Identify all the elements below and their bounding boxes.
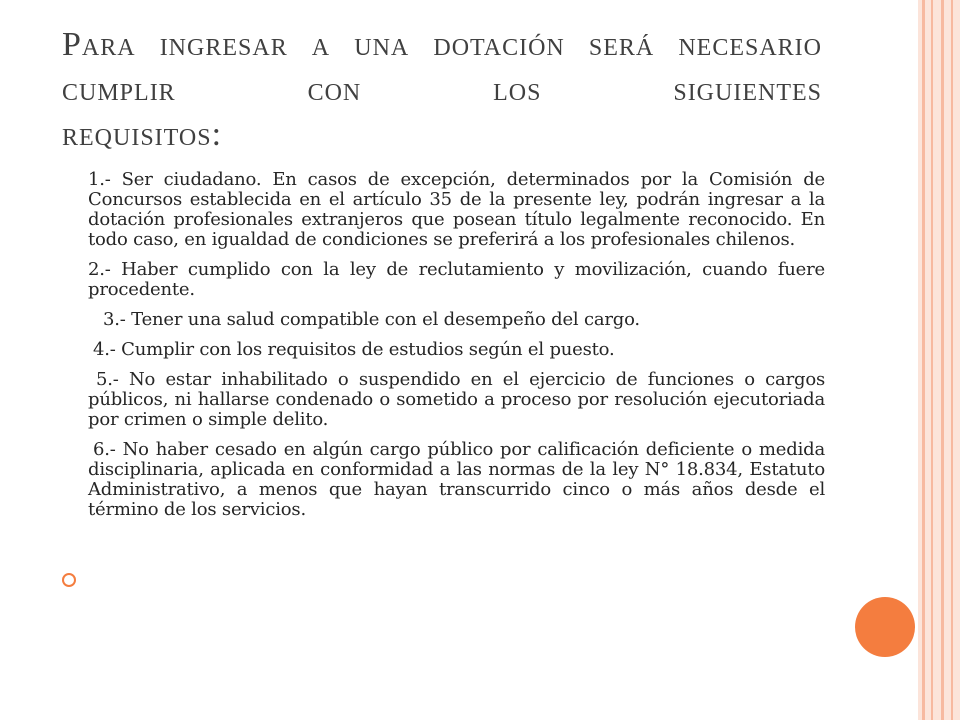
requirement-item: 3.- Tener una salud compatible con el desempeño del cargo. [103, 309, 640, 330]
requirement-item: 4.- Cumplir con los requisitos de estudios según el puesto. [93, 339, 615, 360]
decorative-stripe [922, 0, 925, 720]
decorative-circle-icon [855, 597, 915, 657]
requirement-item: 2.- Haber cumplido con la ley de reclutamiento y movilización, cuando fuere procedente. [88, 259, 825, 300]
slide-title [62, 22, 822, 157]
title-line-3: requisitos: [62, 116, 223, 153]
requirement-item: 5.- No estar inhabilitado o suspendido en el ejercicio de funciones o cargos públicos, ni hallarse condenado o sometido a proceso por resolución ejecutoriada por crimen o simple delito. [88, 369, 825, 430]
decorative-stripe [951, 0, 953, 720]
title-line-2: necesario cumplir con los siguientes [62, 26, 822, 108]
decorative-stripe [931, 0, 933, 720]
requirement-item: 6.- No haber cesado en algún cargo público por calificación deficiente o medida disciplinaria, aplicada en conformidad a las normas de la ley N° 18.834, Estatuto Administrativo, a menos que hayan transcurrido cinco o más años desde el término de los servicios. [88, 439, 825, 520]
empty-bullet-icon [62, 573, 76, 587]
requirement-item: 1.- Ser ciudadano. En casos de excepción, determinados por la Comisión de Concursos establecida en el artículo 35 de la presente ley, podrán ingresar a la dotación profesionales extranjeros que posean título legalmente reconocido. En todo caso, en igualdad de condiciones se preferirá a los profesionales chilenos. [88, 169, 825, 250]
title-line-1: Para ingresar a una dotación será [62, 26, 655, 63]
decorative-stripe [941, 0, 944, 720]
requirements-list [88, 170, 825, 530]
